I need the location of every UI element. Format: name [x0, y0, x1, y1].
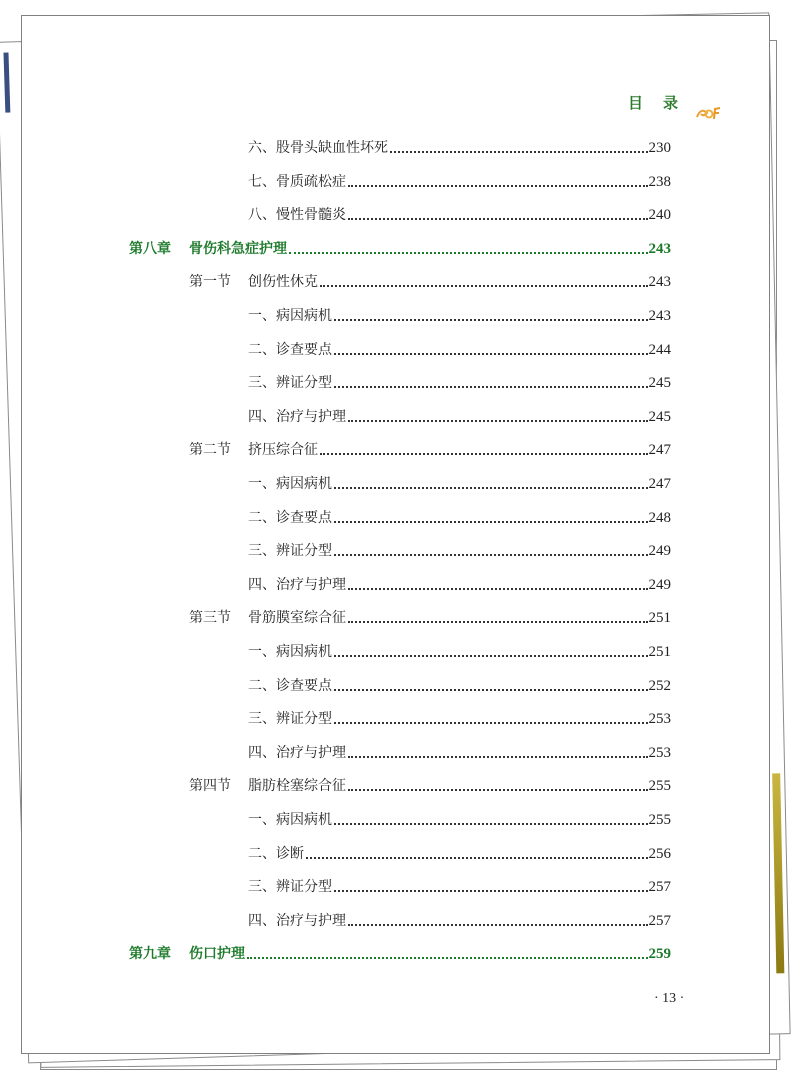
toc-number: 第八章 [129, 240, 171, 257]
toc-entry-item[interactable] [248, 876, 671, 896]
toc-title: 四、治疗与护理 [248, 912, 346, 929]
toc-title: 三、辨证分型 [248, 543, 332, 560]
toc-page-number: 245 [648, 375, 671, 392]
toc-title: 二、诊查要点 [248, 677, 332, 694]
toc-title: 七、骨质疏松症 [248, 173, 346, 190]
header-title-b: 录 [663, 94, 679, 112]
toc-page-number: 247 [648, 476, 671, 492]
dot-leader [390, 151, 648, 153]
dot-leader [334, 487, 648, 489]
dot-leader [334, 319, 648, 321]
dot-leader [320, 285, 648, 287]
toc-title: 伤口护理 [189, 946, 245, 963]
toc-number: 第九章 [129, 946, 171, 963]
dot-leader [348, 588, 648, 590]
toc-entry-item[interactable] [248, 675, 671, 695]
dot-leader [334, 554, 648, 556]
toc-page-number: 238 [648, 173, 671, 190]
toc-title: 三、辨证分型 [248, 711, 332, 728]
toc-page-number: 240 [648, 207, 671, 224]
toc-page-number: 253 [648, 711, 671, 728]
dot-leader [334, 655, 648, 657]
toc-entry-item[interactable] [248, 742, 671, 762]
dot-leader [348, 924, 648, 926]
toc-title: 挤压综合征 [248, 442, 318, 459]
toc-entry-item[interactable] [248, 540, 671, 560]
toc-title: 二、诊查要点 [248, 341, 332, 358]
dot-leader [348, 756, 648, 758]
page-number: · 13 · [654, 991, 685, 1006]
dot-leader [334, 722, 648, 724]
toc-entry-item[interactable] [248, 910, 671, 930]
toc-page-number: 259 [648, 946, 671, 963]
toc-title: 八、慢性骨髓炎 [248, 207, 346, 224]
toc-page-number: 243 [648, 240, 671, 257]
toc-entry-item[interactable] [248, 305, 671, 325]
toc-page-number: 257 [648, 912, 671, 929]
toc-entry-item[interactable] [248, 473, 671, 493]
toc-page-number: 248 [648, 509, 671, 526]
toc-title: 六、股骨头缺血性坏死 [248, 140, 388, 156]
dot-leader [348, 420, 648, 422]
dot-leader [334, 823, 648, 825]
dot-leader [334, 689, 648, 691]
toc-title: 二、诊断 [248, 845, 304, 862]
dot-leader [348, 789, 648, 791]
toc-entry-section[interactable] [189, 439, 671, 459]
dot-leader [334, 353, 648, 355]
dot-leader [348, 621, 648, 623]
toc-title: 骨伤科急症护理 [189, 240, 287, 257]
toc-page-number: 255 [648, 812, 671, 828]
dot-leader [320, 453, 648, 455]
toc-page-number: 249 [648, 576, 671, 593]
toc-entry-item[interactable] [248, 708, 671, 728]
toc-entry-item[interactable] [248, 171, 671, 191]
ornament-logo-icon [695, 105, 721, 121]
toc-title: 四、治疗与护理 [248, 408, 346, 425]
toc-title: 二、诊查要点 [248, 509, 332, 526]
toc-entry-chapter[interactable] [129, 238, 671, 258]
toc-title: 四、治疗与护理 [248, 744, 346, 761]
page-header [628, 92, 678, 113]
toc-number: 第三节 [189, 610, 231, 627]
toc-entry-item[interactable] [248, 574, 671, 594]
toc-entry-section[interactable] [189, 271, 671, 291]
toc-entry-chapter[interactable] [129, 943, 671, 963]
toc-page-number: 244 [648, 341, 671, 358]
toc-title: 骨筋膜室综合征 [248, 610, 346, 627]
toc-entry-section[interactable] [189, 607, 671, 627]
toc-number: 第四节 [189, 778, 231, 795]
toc-page [21, 15, 770, 1054]
toc-number: 第一节 [189, 274, 231, 291]
toc-entry-item[interactable] [248, 507, 671, 527]
toc-page-number: 252 [648, 677, 671, 694]
toc-title: 三、辨证分型 [248, 879, 332, 896]
toc-number: 第二节 [189, 442, 231, 459]
toc-page-number: 257 [648, 879, 671, 896]
toc-page-number: 230 [648, 140, 671, 156]
toc-page-number: 255 [648, 778, 671, 795]
toc-title: 一、病因病机 [248, 476, 332, 492]
dot-leader [334, 386, 648, 388]
dot-leader [348, 185, 648, 187]
toc-entry-item[interactable] [248, 843, 671, 863]
toc-page-number: 253 [648, 744, 671, 761]
toc-entry-item[interactable] [248, 137, 671, 157]
toc-entry-section[interactable] [189, 775, 671, 795]
dot-leader [348, 218, 648, 220]
toc-page-number: 256 [648, 845, 671, 862]
header-title-a: 目 [628, 94, 644, 112]
dot-leader [334, 521, 648, 523]
toc-page-number: 243 [648, 274, 671, 291]
dot-leader [334, 890, 648, 892]
toc-page-number: 251 [648, 610, 671, 627]
toc-title: 四、治疗与护理 [248, 576, 346, 593]
toc-page-number: 251 [648, 644, 671, 660]
toc-title: 三、辨证分型 [248, 375, 332, 392]
toc-page-number: 245 [648, 408, 671, 425]
dot-leader [306, 857, 648, 859]
toc-entry-item[interactable] [248, 641, 671, 661]
toc-title: 一、病因病机 [248, 308, 332, 324]
toc-entry-item[interactable] [248, 204, 671, 224]
toc-page-number: 249 [648, 543, 671, 560]
toc-title: 一、病因病机 [248, 644, 332, 660]
dot-leader [247, 957, 648, 959]
toc-entry-item[interactable] [248, 339, 671, 359]
toc-entry-item[interactable] [248, 406, 671, 426]
toc-entry-item[interactable] [248, 372, 671, 392]
toc-title: 创伤性休克 [248, 274, 318, 291]
toc-title: 一、病因病机 [248, 812, 332, 828]
toc-entry-item[interactable] [248, 809, 671, 829]
toc-page-number: 243 [648, 308, 671, 324]
dot-leader [289, 252, 648, 254]
toc-page-number: 247 [648, 442, 671, 459]
toc-title: 脂肪栓塞综合征 [248, 778, 346, 795]
